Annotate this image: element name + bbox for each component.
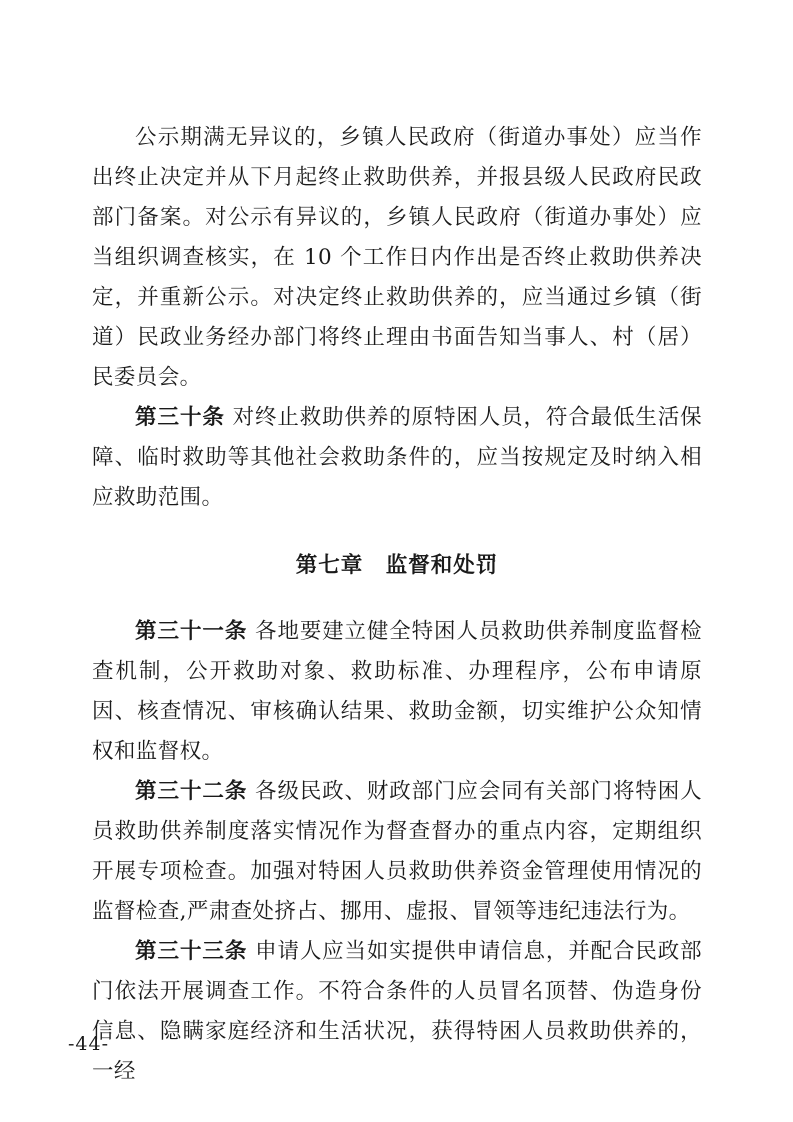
article-32-label: 第三十二条 <box>135 779 248 804</box>
chapter-7-heading: 第七章 监督和处罚 <box>295 553 499 578</box>
article-33-label: 第三十三条 <box>135 939 248 964</box>
article-31-text: 各地要建立健全特困人员救助供养制度监督检查机制，公开救助对象、救助标准、办理程序，公布申请原因、核查情况、审核确认结果、救助金额，切实维护公众知情权和监督权。 <box>92 619 702 764</box>
page-number: -44- <box>68 1033 110 1055</box>
article-30 <box>92 398 702 518</box>
article-31-label: 第三十一条 <box>135 619 248 644</box>
document-body <box>92 118 702 1092</box>
article-30-label: 第三十条 <box>135 405 225 430</box>
article-33 <box>92 932 702 1092</box>
article-31 <box>92 612 702 772</box>
article-33-text: 申请人应当如实提供申请信息，并配合民政部门依法开展调查工作。不符合条件的人员冒名顶替、伪造身份信息、隐瞒家庭经济和生活状况，获得特困人员救助供养的，一经 <box>92 939 702 1084</box>
paragraph-continuation: 公示期满无异议的，乡镇人民政府（街道办事处）应当作出终止决定并从下月起终止救助供养，并报县级人民政府民政部门备案。对公示有异议的，乡镇人民政府（街道办事处）应当组织调查核实，在 10 个工作日内作出是否终止救助供养决定，并重新公示。对决定终止救助供养的，应当通过乡镇（街道）民政业务经办部门将终止理由书面告知当事人、村（居）民委员会。 <box>92 125 702 390</box>
article-32-text: 各级民政、财政部门应会同有关部门将特困人员救助供养制度落实情况作为督查督办的重点内容，定期组织开展专项检查。加强对特困人员救助供养资金管理使用情况的监督检查,严肃查处挤占、挪用、虚报、冒领等违纪违法行为。 <box>92 779 702 924</box>
article-30-text: 对终止救助供养的原特困人员，符合最低生活保障、临时救助等其他社会救助条件的，应当按规定及时纳入相应救助范围。 <box>92 405 703 510</box>
article-32 <box>92 772 702 932</box>
